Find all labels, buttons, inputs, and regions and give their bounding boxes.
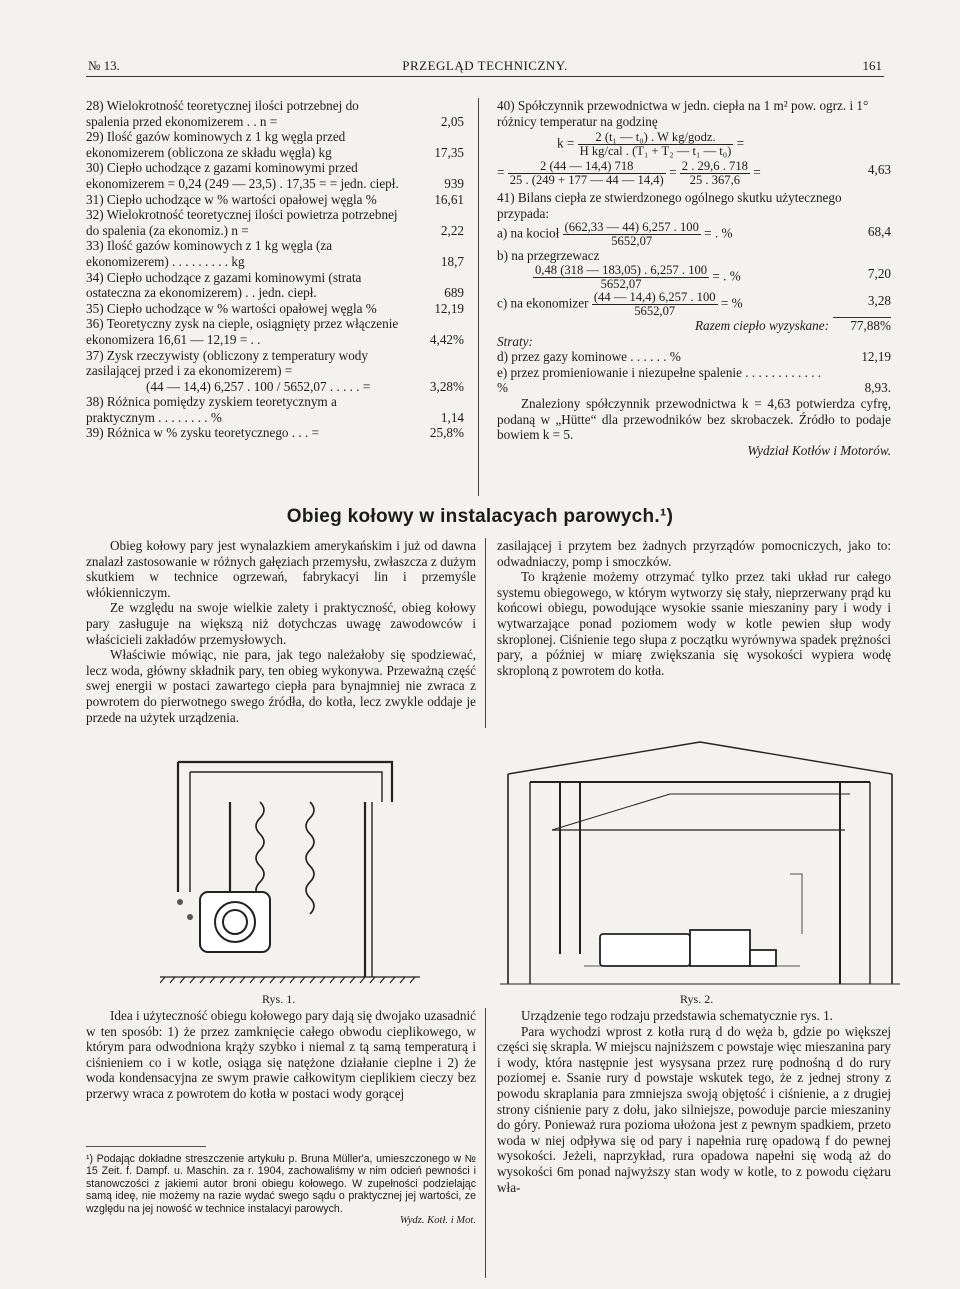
bottom-divider [485, 1008, 486, 1278]
article-body-left [86, 538, 476, 725]
body-paragraph: Urządzenie tego rodzaju przedstawia schematycznie rys. 1. [521, 1008, 833, 1023]
result-item-text: 38) Różnica pomiędzy zyskiem teoretycznym a praktycznym . . . . . . . . % [86, 394, 337, 425]
article-body-right-continued [497, 1008, 891, 1195]
balance-c-value: 3,28 [867, 293, 891, 309]
result-item [86, 425, 464, 441]
result-item [86, 160, 464, 191]
body-paragraph: Idea i użyteczność obiegu kołowego pary dają się dwojako uzasadnić w ten sposób: 1) że przez zamknięcie całego obwodu cieplikowego, w którym para odwodniona krąży szybko i niemal z tą samą temperaturą i ciśnieniem co i w kotle, osiąga się natężone działanie cieplne i 2) że woda kondensacyjna ze swym prawie całkowitym cieplikiem cieczy bez przerwy wraca z powrotem do kotła w postaci wody gorącej [86, 1008, 476, 1101]
result-item-value: 17,35 [434, 144, 464, 160]
article-body-right [497, 538, 891, 678]
closing-paragraph: Znaleziony spółczynnik przewodnictwa k = 4,63 potwierdza cyfrę, podaną w „Hütte“ dla przewodników bez skrobaczek. Źródło to podaje bowiem k = 5. [497, 395, 891, 443]
balance-b-den: 5652,07 [600, 276, 642, 291]
loss-e [497, 365, 891, 396]
balance-c: c) na ekonomizer $\frac{(44 — 14,4) 6,257 . 100}{5652,07}$ = % 3,28 [497, 289, 891, 318]
formula-fraction [578, 131, 734, 158]
result-item-value: 3,28% [429, 378, 464, 394]
running-header [88, 58, 882, 76]
result-item-text: 31) Ciepło uchodzące w % wartości opałowej węgla % [86, 191, 377, 207]
header-rule [86, 76, 884, 77]
result-item-value: 689 [444, 285, 464, 301]
result-item-text: 28) Wielokrotność teoretycznej ilości potrzebnej do spalenia przed ekonomizerem . . n = [86, 98, 359, 129]
result-item [86, 301, 464, 317]
formula-denominator: H kg/cal . (T₁ + T₂ — t₁ — t₀) [579, 144, 732, 159]
result-item [86, 316, 464, 347]
result-item-value: 12,19 [434, 300, 464, 316]
calc-denominator-1: 25 . (249 + 177 — 44 — 14,4) [509, 173, 664, 188]
footnote-rule [86, 1146, 206, 1147]
k-symbol: k = [557, 135, 575, 151]
result-item-value: 939 [444, 175, 464, 191]
body-paragraph: To krążenie możemy otrzymać tylko przez taki układ rur całego systemu obiegowego, w którym wytworzy się stały, nieprzerwany prąd ku końcowi obiegu, powodujące wysokie ssanie mieszaniny pary i wody i wytwarzające ponad poziomem wody w kotle pewien słup wody skroplonej. Ciśnienie tego słupa z początku wyrównywa spadek prężności pary, a później w miarę zwiększania się wysokości wypiera wodę skroploną z powrotem do kotła. [497, 569, 891, 678]
balance-a-fraction [563, 221, 701, 248]
loss-d-label: d) przez gazy kominowe . . . . . . % [497, 349, 681, 365]
balance-b-num: 0,48 (318 — 183,05) . 6,257 . 100 [535, 262, 708, 277]
balance-a: a) na kocioł $\frac{(662,33 — 44) 6,257 . 100}{5652,07}$ = . % 68,4 [497, 220, 891, 249]
losses-heading: Straty: [497, 333, 533, 349]
balance-sum [497, 318, 891, 334]
loss-e-label: e) przez promieniowanie i niezupełne spalenie . . . . . . . . . . . . % [497, 364, 822, 396]
body-paragraph: Obieg kołowy pary jest wynalazkiem amerykańskim i już od dawna znalazł zastosowanie w różnych gałęziach przemysłu, zwłaszcza z dużym skutkiem w technice ogrzewań, fabrykacyi lin i przemyśle włókienniczym. [86, 538, 476, 600]
result-item [86, 238, 464, 269]
balance-c-fraction [592, 291, 718, 318]
calc-numerator-1: 2 (44 — 14,4) 718 [508, 160, 666, 174]
result-item-text: 33) Ilość gazów kominowych z 1 kg węgla (za ekonomizerem) . . . . . . . . . kg [86, 238, 333, 269]
balance-c-num: (44 — 14,4) 6,257 . 100 [593, 289, 716, 304]
result-item-value: 2,22 [440, 222, 464, 238]
footnote-signature: Wydz. Kotł. i Mot. [399, 1215, 476, 1227]
result-item [86, 379, 464, 395]
results-list-right [497, 98, 891, 458]
result-item-text: 37) Zysk rzeczywisty (obliczony z temperatury wody zasilającej przed i za ekonomizerem) = [86, 347, 368, 379]
figure-1-caption: Rys. 1. [262, 992, 296, 1006]
balance-a-label: a) na kocioł [497, 225, 560, 241]
result-item [86, 270, 464, 301]
result-item-value: 25,8% [429, 425, 464, 441]
loss-d [497, 349, 891, 365]
result-item-text: 35) Ciepło uchodzące w % wartości opałowej węgla % [86, 300, 377, 316]
figure-2-caption: Rys. 2. [680, 992, 714, 1006]
figure-2-diagram [500, 734, 900, 996]
balance-b: $\frac{0,48 (318 — 183,05) . 6,257 . 100}{5652,07}$ = . % 7,20 [535, 262, 891, 291]
result-item-text: 34) Ciepło uchodzące z gazami kominowymi (strata ostateczna za ekonomizerem) . . jedn. ciepł. [86, 269, 362, 301]
result-item [86, 207, 464, 238]
balance-a-value: 68,4 [867, 223, 891, 239]
body-paragraph: zasilającej i przytem bez żadnych przyrządów pomocniczych, jako to: odwadniaczy, pomp i smoczków. [497, 538, 891, 569]
balance-a-num: (662,33 — 44) 6,257 . 100 [564, 220, 699, 235]
result-item-text: 32) Wielokrotność teoretycznej ilości powietrza potrzebnej do spalenia (za ekonomiz.) n = [86, 207, 398, 238]
calc-fraction-2 [680, 160, 750, 187]
result-item-text: 36) Teoretyczny zysk na cieple, osiągnięty przez włączenie ekonomizera 16,61 — 12,19 = . . [86, 316, 399, 347]
result-item-value: 16,61 [434, 191, 464, 207]
footnote [86, 1153, 476, 1227]
result-item-text: 29) Ilość gazów kominowych z 1 kg węgla przed ekonomizerem (obliczona ze składu węgla) kg [86, 129, 346, 160]
balance-sum-label: Razem ciepło wyzyskane: [694, 317, 829, 333]
result-item-value: 4,42% [429, 331, 464, 347]
issue-number: № 13. [88, 58, 120, 73]
body-divider [485, 538, 486, 728]
journal-title: PRZEGLĄD TECHNICZNY. [402, 58, 568, 73]
balance-b-value: 7,20 [867, 266, 891, 282]
article-title: Obieg kołowy w instalacyach parowych.¹) [286, 506, 674, 527]
balance-sum-value: 77,88% [833, 317, 891, 334]
item-40-calculation: = $\frac{2 (44 — 14,4) 718}{25 . (249 + 177 — 44 — 14,4)}$ = $\frac{2 . 29,6 . 718}{25 . 367,6}$ = 4,63 [497, 159, 891, 188]
figure-1-diagram [160, 742, 420, 992]
item-41-heading: 41) Bilans ciepła ze stwierdzonego ogólnego skutku użytecznego przypada: [497, 190, 842, 221]
result-item-value: 1,14 [440, 409, 464, 425]
item-40-heading: 40) Spółczynnik przewodnictwa w jedn. ciepła na 1 m² pow. ogrz. i 1° różnicy temperatur na godzinę [497, 98, 869, 129]
result-item [86, 129, 464, 160]
result-item [86, 348, 464, 379]
body-paragraph: Ze względu na swoje wielkie zalety i praktyczność, obieg kołowy pary zasługuje na większą niż dotychczas uwagę zawodowców i właścicieli zakładów przemysłowych. [86, 600, 476, 647]
balance-b-fraction [533, 264, 709, 291]
body-paragraph: Właściwie mówiąc, nie para, jak tego należałoby się spodziewać, lecz woda, główny składnik pary, ten obieg wykonywa. Przeważną część swej energii w postaci zawartego ciepła para bynajmniej nie zwraca z powrotem do pierwotnego swego źródła, do kotła, lecz zwykle oddaje je przede na użytek urządzenia. [86, 647, 476, 725]
column-divider [478, 98, 479, 496]
article-body-left-continued [86, 1008, 476, 1102]
result-item-value: 18,7 [440, 253, 464, 269]
calc-numerator-2: 2 . 29,6 . 718 [681, 159, 748, 174]
balance-c-label: c) na ekonomizer [497, 295, 589, 311]
department-signature: Wydział Kotłów i Motorów. [747, 442, 891, 458]
loss-e-value: 8,93. [864, 380, 891, 396]
footnote-text: ¹) Podając dokładne streszczenie artykułu p. Bruna Müller'a, umieszczonego w № 15 Zeit. f. Dampf. u. Maschin. za r. 1904, zachowaliśmy w nim odcień pewności i stanowczości z jakiemi autor broni obiegu kołowego. W zupełności podzielając samą ideę, nie możemy na razie wydać swego sądu o praktycznej jej wartości, ze względu na jej nowość w technice instalacyi parowych. [86, 1153, 476, 1215]
results-list-left [86, 98, 464, 441]
result-item [86, 394, 464, 425]
calc-fraction-1 [508, 160, 666, 187]
formula-numerator: 2 (t₁ — t₀) . W kg/godz. [578, 131, 734, 145]
result-item [86, 192, 464, 208]
page-number: 161 [862, 58, 882, 73]
result-item-text: 39) Różnica w % zysku teoretycznego . . . = [86, 425, 320, 441]
calc-denominator-2: 25 . 367,6 [689, 173, 741, 188]
result-item [86, 98, 464, 129]
balance-a-den: 5652,07 [611, 234, 653, 249]
item-40-formula [557, 131, 891, 158]
result-item-text: 30) Ciepło uchodzące z gazami kominowymi przed ekonomizerem = 0,24 (249 — 23,5) . 17,35 = = jedn. ciepł. [86, 160, 399, 191]
item-40-value: 4,63 [867, 161, 891, 177]
body-paragraph: Para wychodzi wprost z kotła rurą d do węża b, gdzie po większej części się skrapla. W miejscu najniższem c powstaje więc mieszanina pary i wody, która następnie jest wysysana przez rurę podnośną d do rury poziomej e. Ssanie rury d powstaje wskutek tego, że z jednej strony z powodu skraplania para zmniejsza swoją objętość i ciśnienie, a z drugiej strony ciśnienie pary z dołu, jako silniejsze, powoduje parcie mieszaniny do góry. Ponieważ rura pozioma ułożona jest z pewnym spadkiem, przeto woda w niej odpływa się od pary i napełnia rurę opadową f do pewnej wysokości. Jeżeli, naprzykład, rura opadowa napełni się wodą aż do wysokości 6m ponad najwyższy stan wody w kotle, to z powodu ciężaru wła- [497, 1023, 891, 1195]
result-item-text: (44 — 14,4) 6,257 . 100 / 5652,07 . . . . . = [146, 378, 371, 394]
loss-d-value: 12,19 [861, 349, 891, 365]
balance-c-den: 5652,07 [634, 303, 676, 318]
equals-sign: = [736, 135, 745, 151]
result-item-value: 2,05 [440, 113, 464, 129]
balance-b-label: b) na przegrzewacz [497, 248, 600, 264]
